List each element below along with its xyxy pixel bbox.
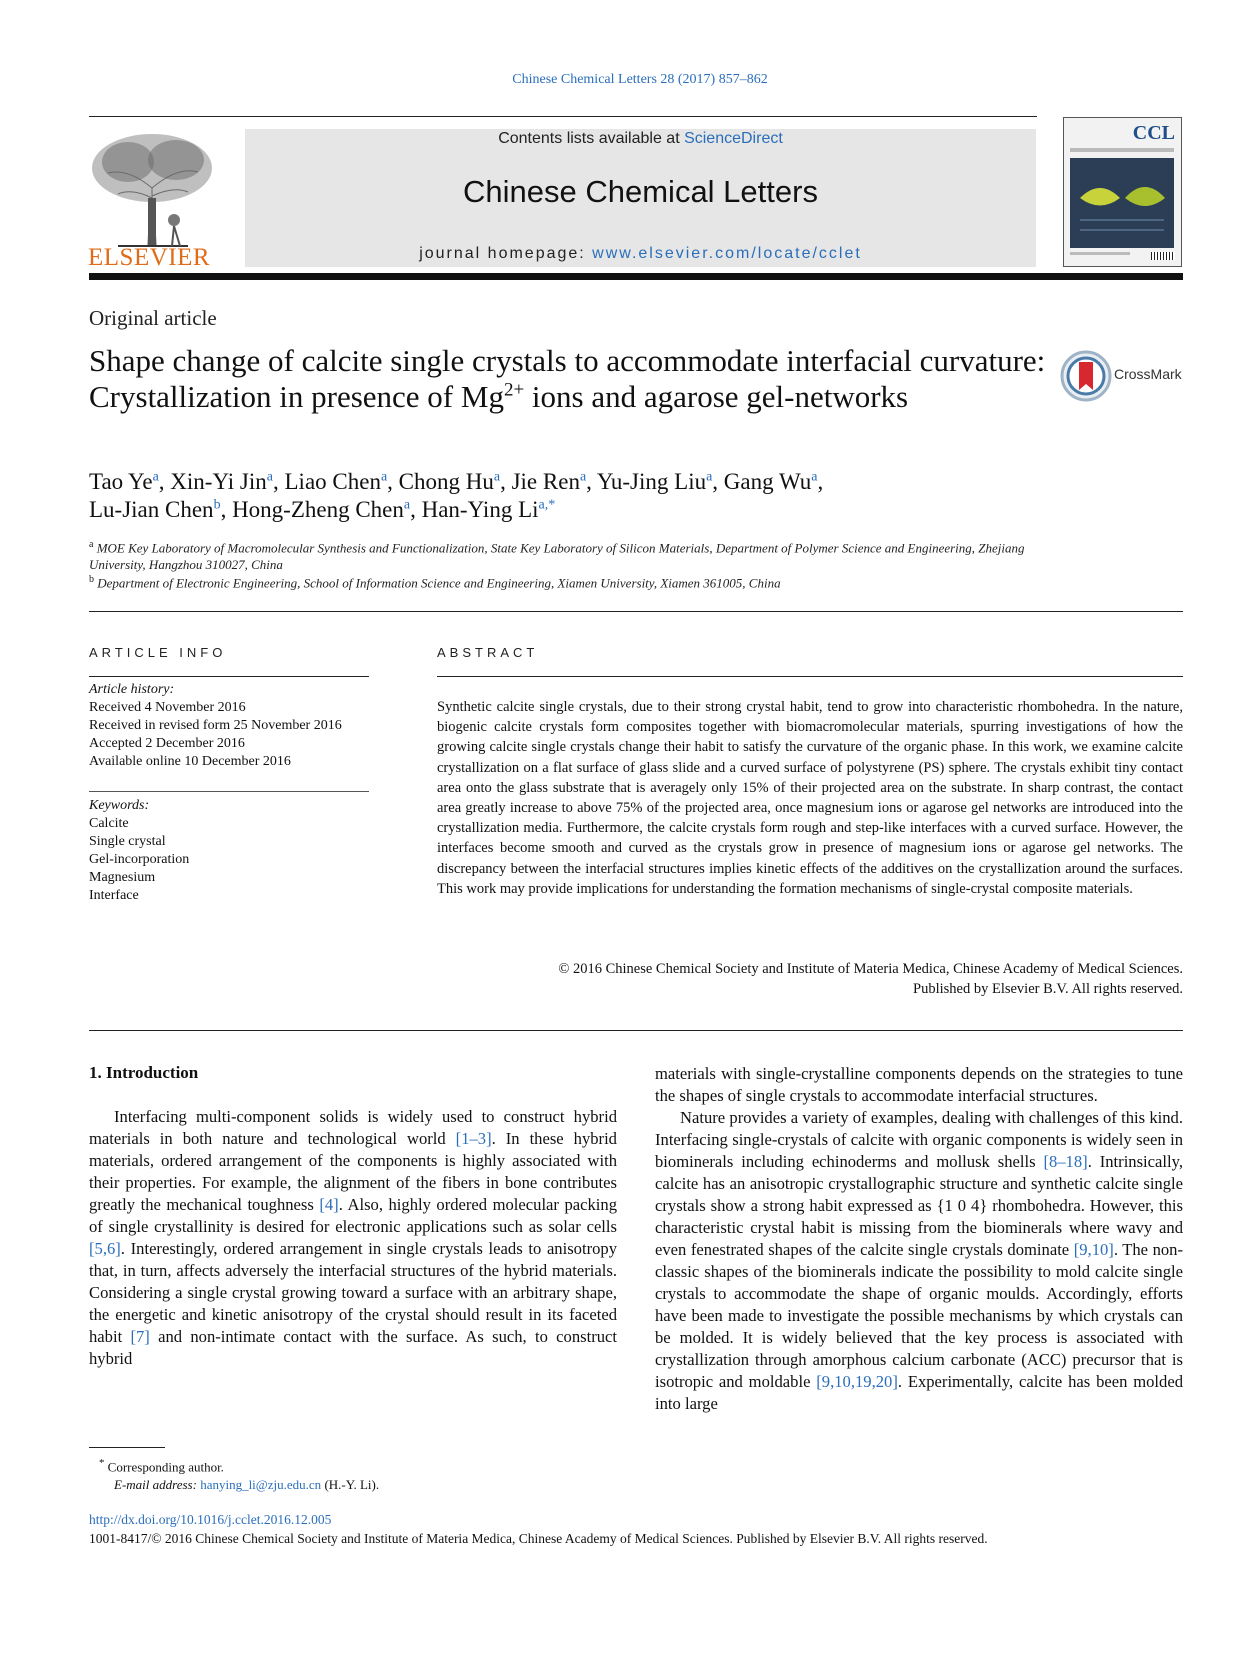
author-separator: , [586,469,597,494]
author-separator: , [817,469,824,494]
homepage-prefix: journal homepage: [419,245,593,262]
author-affiliation-mark[interactable]: a,* [538,497,556,513]
cover-abbrev: CCL [1132,122,1175,144]
author-affiliation-mark[interactable]: a [266,469,273,485]
keywords-label: Keywords: [89,798,150,813]
author-separator: , [387,469,399,494]
issn-copyright-line: 1001-8417/© 2016 Chinese Chemical Society and Institute of Materia Medica, Chinese Academy of Medical Sciences. Published by Elsevier B.V. All rights reserved. [89,1531,988,1546]
journal-name: Chinese Chemical Letters [463,174,818,209]
journal-homepage-line [245,245,1036,263]
intro-paragraph-1 [89,1106,617,1370]
footnote-rule [89,1447,165,1448]
author-name: Gang Wu [723,469,812,494]
keyword-item: Calcite [89,816,129,831]
homepage-link[interactable]: www.elsevier.com/locate/cclet [592,245,862,262]
author-name: Jie Ren [511,469,580,494]
author-separator: , [220,497,233,522]
author-separator: , [500,469,512,494]
abstract-text: Synthetic calcite single crystals, due to their strong crystal habit, tend to grow into characteristic rhombohedra. In the nature, biogenic calcite crystals form composites together with biomacromolecular materials, spurring investigations of how the growing calcite single crystals change their habit to satisfy the curvature of the organic phase. In this work, we examine calcite crystallization on a flat surface of glass slide and a curved surface of polystyrene (PS) sphere. The crystals exhibit tiny contact area onto the glass substrate that is averagely only 15% of their projected area on the substrate. In sharp contrast, the contact area greatly increase to above 75% of the projected area, once magnesium ions or agarose gel networks are introduced into the crystallization media. Furthermore, the calcite crystals form rough and step-like interfaces with a curved surface. However, the interfaces become smooth and curved as the crystals grow in presence of magnesium ions or agarose gel networks. The discrepancy between the interfacial structures implies kinetic effects of the additives on the crystallization around the surfaces. This work may provide implications for understanding the formation mechanisms of single-crystal composite materials. [437,699,1183,897]
keyword-item: Single crystal [89,834,166,849]
article-title [89,343,1049,415]
header-thick-rule [89,273,1183,280]
cover-image [1070,158,1174,248]
author-affiliation-mark[interactable]: a [706,469,713,485]
article-info-heading: ARTICLE INFO [89,645,227,660]
article-type: Original article [89,306,217,330]
intro-right-column [655,1063,1183,1415]
intro-left-column [89,1106,617,1370]
abstract-heading: ABSTRACT [437,645,539,660]
intro-paragraph-continued: materials with single-crystalline components depends on the strategies to tune the shapes of single crystals to accommodate interfacial structures. [655,1064,1183,1105]
author-name: Xin-Yi Jin [170,469,267,494]
copyright-line-2: Published by Elsevier B.V. All rights reserved. [913,981,1183,997]
author-name: Tao Ye [89,469,153,494]
citation-link[interactable]: [9,10,19,20] [816,1372,898,1391]
author-name: Yu-Jing Liu [596,469,707,494]
author-separator: , [410,497,422,522]
author-list [89,468,1049,524]
footnote-mark: * [99,1457,105,1469]
author-separator: , [158,469,171,494]
keyword-item: Gel-incorporation [89,852,190,867]
author-affiliation-mark[interactable]: a [811,469,818,485]
title-part-1: Shape change of calcite single crystals to accommodate interfacial curvature: Crystallization in presence of Mg [89,343,1046,414]
abstract-bottom-rule [89,1030,1183,1031]
author-name: Han-Ying Li [421,497,539,522]
copyright-line-1: © 2016 Chinese Chemical Society and Institute of Materia Medica, Chinese Academy of Medical Sciences. [558,961,1183,977]
citation-link[interactable]: [8–18] [1043,1152,1088,1171]
body-text: . Interestingly, ordered arrangement in single crystals leads to anisotropy that, in turn, affects adversely the interfacial structures of the hybrid materials. Considering a single crystal growing toward a surface with an arbitrary shape, the energetic and kinetic anisotropy of the crystal should result in its faceted habit [89,1239,617,1346]
email-label: E-mail address: [114,1477,201,1493]
email-link[interactable]: hanying_li@zju.edu.cn [200,1477,322,1493]
body-text: Nature provides a variety of examples, dealing with challenges of this kind. Interfacing single-crystals of calcite with organic components is widely seen in biominerals including echinoderms and mollusk shells [655,1108,1183,1171]
body-text: and non-intimate contact with the surface. As such, to construct hybrid [89,1327,617,1368]
keywords-block [89,797,369,905]
author-name: Hong-Zheng Chen [232,497,404,522]
author-name: Lu-Jian Chen [89,497,214,522]
abstract-copyright [437,959,1183,999]
author-affiliation-mark[interactable]: a [579,469,587,485]
history-entry: Accepted 2 December 2016 [89,736,245,751]
author-name: Liao Chen [284,469,381,494]
citation-link[interactable]: [1–3] [455,1129,492,1148]
crossmark-label: CrossMark [1114,366,1182,382]
introduction-heading: 1. Introduction [89,1063,199,1082]
body-text: . Also, highly ordered molecular packing of single crystallinity is desired for electronic applications such as solar cells [89,1195,617,1236]
author-affiliation-mark[interactable]: a [380,469,388,485]
email-suffix: (H.-Y. Li). [321,1477,380,1493]
citation-link[interactable]: [7] [130,1327,150,1346]
crossmark-badge[interactable] [1060,350,1190,402]
corresponding-label: Corresponding author. [107,1459,224,1475]
affiliation-a [89,536,1049,573]
contents-prefix: Contents lists available at [498,130,685,147]
barcode-icon [1151,252,1175,260]
citation-link[interactable]: [5,6] [89,1239,121,1258]
body-text: . Experimentally, calcite has been molded into large [655,1372,1183,1413]
author-affiliation-mark[interactable]: a [152,469,159,485]
affiliation-text: MOE Key Laboratory of Macromolecular Synthesis and Functionalization, State Key Laboratory of Silicon Materials, Department of Polymer Science and Engineering, Zhejiang University, Hangzhou 310027, China [89,540,1025,573]
doi-link[interactable]: http://dx.doi.org/10.1016/j.cclet.2016.12.005 [89,1512,332,1527]
author-affiliation-mark[interactable]: b [213,497,221,513]
history-entry: Received 4 November 2016 [89,700,246,715]
author-affiliation-mark[interactable]: a [493,469,501,485]
article-history [89,681,369,771]
article-info-rule [89,676,369,677]
history-entry: Available online 10 December 2016 [89,754,291,769]
contents-available-line [245,130,1036,148]
affiliation-b [89,571,1049,591]
body-text: . In these hybrid materials, ordered arrangement of the components is highly associated with their properties. For example, the alignment of the fibers in bone contributes greatly the mechanical toughness [89,1129,617,1214]
body-text: . Intrinsically, calcite has an anisotropic crystallographic structure and synthetic calcite single crystals show a strong habit expressed as {1 0 4} rhombohedra. However, this characteristic crystal habit is missing from the biominerals where wavy and even fenestrated shapes of the calcite single crystals dominate [655,1152,1183,1259]
history-entry: Received in revised form 25 November 2016 [89,718,342,733]
affiliation-label: a [89,539,94,550]
intro-paragraph-2 [655,1107,1183,1415]
history-label: Article history: [89,682,175,697]
affiliation-text: Department of Electronic Engineering, School of Information Science and Engineering, Xiamen University, Xiamen 361005, China [97,575,781,591]
body-text: Interfacing multi-component solids is widely used to construct hybrid materials in both nature and technological world [89,1107,617,1148]
keyword-item: Interface [89,888,139,903]
keywords-rule [89,791,369,792]
crossmark-icon [1060,350,1112,402]
body-text: . The non-classic shapes of the biominerals indicate the possibility to mold calcite single crystals to accommodate the shape of organic moulds. Accordingly, efforts have been made to investigate the possible mechanisms by which crystals can be molded. It is widely believed that the key process is associated with crystallization through amorphous calcium carbonate (ACC) precursor that is isotropic and moldable [655,1240,1183,1391]
journal-reference[interactable]: Chinese Chemical Letters 28 (2017) 857–862 [512,72,768,87]
keyword-item: Magnesium [89,870,156,885]
citation-link[interactable]: [9,10] [1073,1240,1114,1259]
corresponding-author-footnote [89,1454,589,1494]
title-block-rule [89,611,1183,612]
affiliation-label: b [89,574,94,585]
sciencedirect-link[interactable]: ScienceDirect [684,130,783,147]
journal-cover-thumbnail [1063,117,1182,267]
elsevier-wordmark: ELSEVIER [88,244,211,271]
abstract-rule [437,676,1183,677]
author-separator: , [273,469,285,494]
citation-link[interactable]: [4] [319,1195,339,1214]
title-superscript: 2+ [503,379,525,401]
header-rule [89,116,1037,117]
author-affiliation-mark[interactable]: a [403,497,411,513]
title-part-2: ions and agarose gel-networks [524,379,909,414]
author-separator: , [712,469,724,494]
author-name: Chong Hu [398,469,494,494]
